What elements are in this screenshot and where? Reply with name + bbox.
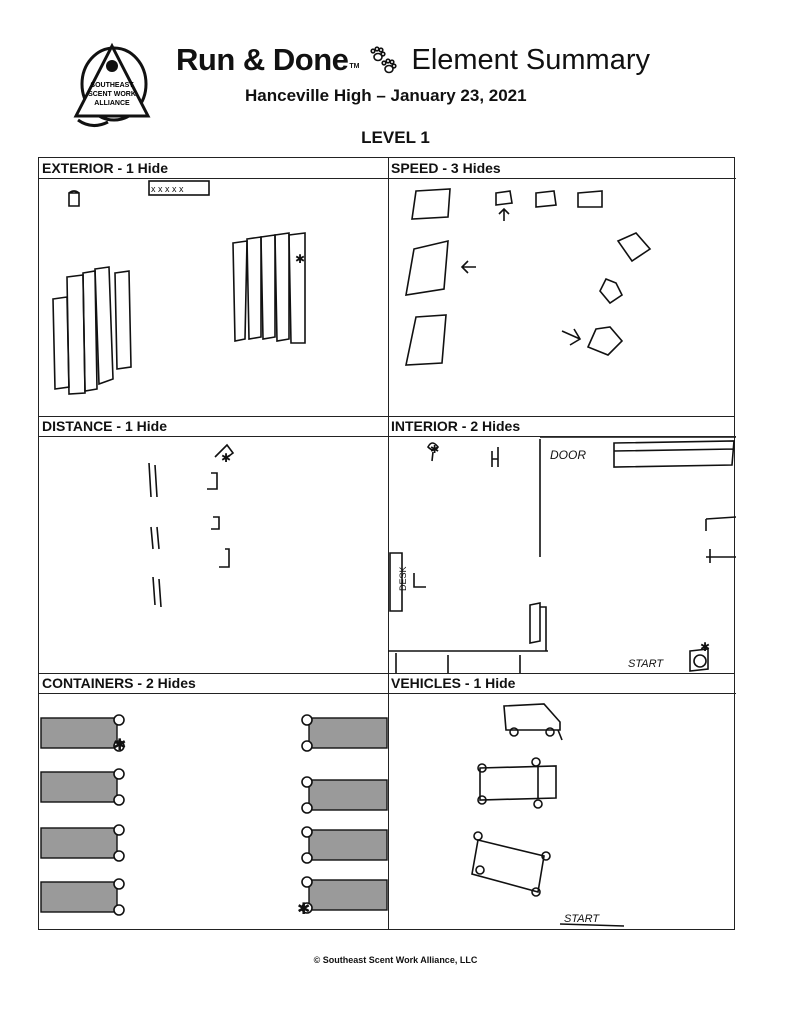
trademark: TM (349, 62, 360, 70)
brand-name: Run & Done (176, 42, 349, 77)
cell-label: EXTERIOR - 1 Hide (42, 160, 169, 176)
svg-text:SOUTHEAST: SOUTHEAST (90, 82, 134, 89)
paw-prints-icon (367, 43, 401, 77)
cell-vehicles (388, 673, 736, 930)
interior-sketch (388, 437, 736, 673)
cell-label: DISTANCE - 1 Hide (42, 418, 167, 434)
svg-text:SCENT WORK: SCENT WORK (88, 91, 136, 98)
start-label: START (628, 658, 664, 670)
svg-text:x x x x x: x x x x x (151, 184, 184, 194)
cell-distance (39, 416, 388, 673)
exterior-sketch (39, 179, 388, 415)
cell-label: VEHICLES - 1 Hide (391, 675, 516, 691)
cell-interior (388, 416, 736, 673)
arrow-icon (562, 329, 580, 345)
logo-triangle-icon (72, 42, 152, 130)
start-label: START (564, 913, 600, 925)
cell-label: INTERIOR - 2 Hides (391, 418, 521, 434)
hide-star-icon: ✱ (221, 451, 232, 465)
title-line (176, 40, 696, 80)
containers-sketch (39, 694, 388, 930)
cell-label: CONTAINERS - 2 Hides (42, 675, 196, 691)
svg-text:ALLIANCE: ALLIANCE (94, 100, 130, 107)
cell-exterior (39, 158, 388, 416)
hide-star-icon: ✱ (113, 737, 127, 754)
cell-containers (39, 673, 388, 930)
hide-star-icon: ✱ (700, 640, 711, 654)
desk-label: DESK (398, 566, 408, 591)
arrow-icon (462, 261, 476, 273)
speed-sketch (388, 179, 736, 415)
hide-star-icon: ✱ (297, 901, 311, 918)
distance-sketch (39, 437, 388, 673)
arrow-icon (499, 209, 509, 221)
door-label: DOOR (550, 448, 586, 462)
cell-label: SPEED - 3 Hides (391, 160, 501, 176)
element-grid (38, 157, 735, 930)
vehicles-sketch (388, 694, 736, 930)
event-subtitle: Hanceville High – January 23, 2021 (245, 86, 527, 105)
copyright-footer: © Southeast Scent Work Alliance, LLC (313, 955, 478, 965)
cell-speed (388, 158, 736, 416)
summary-title: Element Summary (411, 43, 650, 76)
hide-star-icon: ✱ (295, 252, 306, 266)
hide-star-icon: ✱ (430, 444, 440, 456)
level-title: LEVEL 1 (361, 128, 430, 147)
